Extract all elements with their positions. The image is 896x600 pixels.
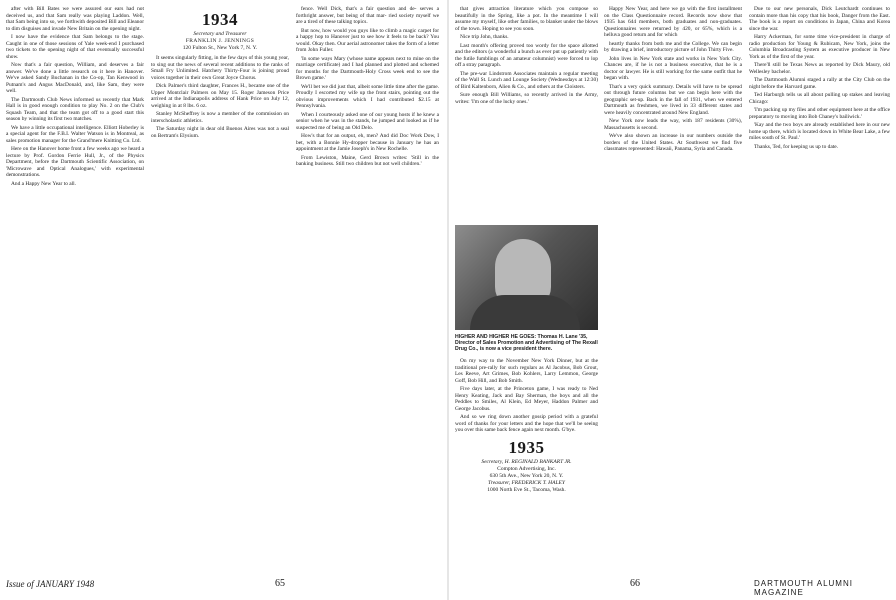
issue-footer: Issue of JANUARY 1948 bbox=[6, 579, 95, 589]
paragraph: Nice trip John, thanks. bbox=[460, 34, 509, 40]
page-number-right: 66 bbox=[630, 578, 640, 589]
paragraph: Sure enough Bill Williams, so recently arrived in the Army, writes: 'I'm one of the lucky ones.' bbox=[455, 92, 598, 105]
treasurer-address: 1000 North Eve St., Tacoma, Wash. bbox=[487, 486, 566, 493]
page-number-left: 65 bbox=[275, 578, 285, 589]
paragraph: John lives in New York state and works in New York City. Chances are, if he is not a business executive, that he is a doctor or lawyer. He is still working for the same outfit that he began with. bbox=[604, 55, 742, 81]
left-page-column-3 bbox=[296, 6, 439, 572]
paragraph: Ted Harburgh tells us all about pulling up stakes and leaving Chicago: bbox=[749, 92, 890, 105]
paragraph: From Lewiston, Maine, Gerd Brown writes: 'Still in the banking business. Still two children but not well children.' bbox=[296, 154, 439, 167]
secretary-address-2: 630 5th Ave., New York 20, N. Y. bbox=[489, 472, 564, 479]
right-page-column-3 bbox=[749, 6, 890, 572]
paragraph: We've also shown an increase in our numbers outside the borders of the United States. At Southwest we find five classmates represented: Hawaii, Panama, Syria and Canada. bbox=[604, 133, 742, 152]
class-year-heading-1935: 1935 bbox=[508, 437, 545, 457]
paragraph: How's that for an output, eh, men? And did Doc Work Dow, I bet, with a Bonnie Hy-dropper because in January he has an appointment at the Jamie Joseph's in New Rochelle. bbox=[296, 133, 439, 152]
paragraph: I now have the evidence that Sam belongs to the stage. Caught in one of those sessions of Yale week-end I purchased two tickets to the opening night of that eventually successful show. bbox=[6, 34, 144, 60]
photo-caption bbox=[455, 334, 598, 353]
paragraph: We have a little occupational intelligence. Elliott Hoberley is a special agent for the F.B.I. Walter Watson is in Montreal, as sales promotion manager for the Grand'mere Knitting Co. Ltd. bbox=[6, 124, 144, 144]
secretary-name: FRANKLIN J. JENNINGS bbox=[185, 38, 255, 44]
paragraph: 'Kay and the two boys are already established here in our new home up there, which is located down in White Bear Lake, a few miles south of St. Paul.' bbox=[749, 122, 890, 141]
secretary-title: Secretary and Treasurer bbox=[193, 31, 247, 37]
paragraph: And so we ring down another gossip period with a grateful word of thanks for your letters and the hope that we'll be seeing you over this same back fence again next month. G'bye. bbox=[455, 414, 598, 433]
secretary-address-1: Compton Advertising, Inc. bbox=[497, 465, 556, 472]
paragraph: Here on the Hanover home front a few weeks ago we heard a lecture by Prof. Gordon Ferrie Hull, Jr., of the Physics Department, before the Dartmouth Scientific Association, on 'Microwave and Optical Analogues,' with experimental demonstrations. bbox=[6, 146, 144, 178]
paragraph: Harry Ackerman, for some time vice-president in charge of radio production for Young & Rubicam, New York, joins the Columbia Broadcasting System as executive producer in New York as of the first of the year. bbox=[749, 34, 890, 60]
paragraph: Thanks, Ted, for keeping us up to date. bbox=[754, 143, 838, 150]
right-page-column-2 bbox=[604, 6, 742, 572]
paragraph: New York now leads the way, with 187 residents (30%), Massachusetts is second. bbox=[604, 118, 742, 131]
paragraph: And a Happy New Year to all. bbox=[11, 180, 76, 187]
secretary-line-1935: Secretary, H. REGINALD BANKART JR. bbox=[481, 458, 572, 465]
paragraph: Last month's offering proved too wordy for the space allotted and the editors (a wonderful a bunch as ever put up patiently with the futile fumblings of an amateur columnist) were forced to lop off a stray paragraph. bbox=[455, 42, 598, 68]
paragraph: that gives attraction literature which you compose so beautifully in the Spring, like a pot. In the meantime I will assume my myself, like other families, to blanket under the blows of the town. Hoping to see you soon. bbox=[455, 6, 598, 32]
treasurer-line-1935: Treasurer, FREDERICK T. HALEY bbox=[488, 479, 565, 486]
left-page-column-1 bbox=[6, 6, 144, 572]
secretary-address: 120 Fulton St., New York 7, N. Y. bbox=[182, 45, 258, 51]
magazine-footer: DARTMOUTH ALUMNI MAGAZINE bbox=[754, 579, 853, 597]
paragraph: Dick Palmer's third daughter, Frances H., became one of the Upper Montclair Palmers on May 15. Roger Jameson Price arrived at the Indianapolis address of Hank Price on July 12, weighing in at 8 lbs. 6 oz. bbox=[151, 83, 289, 109]
paragraph: On my way to the November New York Dinner, but at the traditional pre-rally for such regulars as Al Jacobus, Bob Grout, Les Reeve, Art Grimes, Bob Kohlers, Larry Lemmon, George Goff, Bob Hill, and Bob Smith. bbox=[455, 358, 598, 384]
caption-text: HIGHER AND HIGHER HE GOES: Thomas H. Lane '35, Director of Sales Promotion and Advertising of The Rexall Drug Co., is now a vice president there. bbox=[455, 334, 598, 353]
paragraph: Five days later, at the Princeton game, I was ready to Ned Henry Keating, Jack and Bay Sherman, the boys and all the Peddles to Smiles, Al Klein, Ed Meyer, Haddon Palmer and George Jacobus. bbox=[455, 386, 598, 412]
right-page-column-1-bottom bbox=[455, 358, 598, 572]
paragraph: That's a very quick summary. Details will have to be spread out through future columns but we can begin here with the geographic set-up. Back in the fall of 1931, when we entered Dartmouth as freshmen, we lived in 33 different states and were heavily concentrated around New England. bbox=[604, 83, 742, 116]
paragraph: The Dartmouth Alumni staged a rally at the City Club on the night before the Harvard game. bbox=[749, 77, 890, 90]
class-year-heading-1934: 1934 bbox=[202, 10, 238, 29]
paragraph: heartly thanks from both me and the College. We can begin by drawing a brief, introductory picture of John Thirty Five. bbox=[604, 40, 742, 53]
paragraph: after with Bill Bates we were assured our ears had not deceived us, and that Sam really was playing Laddon. Well, that Sam being into so, we forthwith deposited Bill and Eleanor to dim disguises and invade New Britain on the opening night. bbox=[6, 6, 144, 32]
paragraph: We'll bet we did just that, albeit some little time after the game. Proudly I escorted my wife up the front stairs, pointing out the obvious improvements which I had contributed $2.15 at Pennsylvania. bbox=[296, 83, 439, 109]
left-page-column-2 bbox=[151, 6, 289, 572]
right-page-column-1-top bbox=[455, 6, 598, 224]
paragraph: It seems singularly fitting, in the few days of this young year, to sing out the news of several recent additions to the ranks of Small Fry Unlimited. Hatchery Thirty-Four is joining proud voices together in their own Great Joyce Chorus. bbox=[151, 55, 289, 81]
paragraph: Now that's a fair question, William, and deserves a fair answer. We've done a little research on it here in Hanover. We've asked Sandy Buchanan in the Co-op, Tan Kenwood in Putnam's and Angus MacDonald, and, like Sam, they were well. bbox=[6, 62, 144, 94]
paragraph: 'In some ways Mary (whose name appears next to mine on the marriage certificate) and I had planned and plotted and schemed for months for the Dartmouth-Holy Cross week end to see the Brown game.' bbox=[296, 55, 439, 81]
portrait-photo bbox=[455, 225, 598, 330]
paragraph: The Saturday night in dear old Buenos Aires was not a seal on Bertram's Elysium. bbox=[151, 126, 289, 139]
paragraph: Happy New Year, and here we go with the first installment on the Class Questionnaire record. Records now show that 1935 has 644 members, both graduates and non-graduates. Questionnaires were returned by 420, or 65%, which is a helluva good return and for which bbox=[604, 6, 742, 38]
paragraph: fence. Well Dick, that's a fair question and de- serves a forthright answer, but being of that mar- ried society myself we are a tired of these talking topics. bbox=[296, 6, 439, 25]
paragraph: There'll still be Texas News as reported by Dick Maury, old Wellesley bachelor. bbox=[749, 62, 890, 75]
portrait-shoulders bbox=[470, 295, 580, 330]
paragraph: The pre-war Lindstrom Associates maintain a regular meeting of the Wall St. Lunch and Lounge Society (Wednesdays at 12:30) of Bird Kaltenborn, Alien & Co., and others at the Cloisters. bbox=[455, 70, 598, 90]
paragraph: Due to our new personals, Dick Leutchardt continues to contain more than his copy that his book, Danger from the East. The book is a report on conditions in Japan, China and Korea since the war. bbox=[749, 6, 890, 32]
paragraph: The Dartmouth Club News informed us recently that Mark Hall is in good enough condition to play No. 2 on the Club's Squash Team, and that the team got off to a good start this season by winning its first two matches. bbox=[6, 96, 144, 122]
paragraph: When I courteously asked one of our young hosts if he knew a senior when he was in the stands, he jumped and looked as if he suspected me of being an Old Delo. bbox=[296, 111, 439, 131]
paragraph: But now, how would you guys like to climb a magic carpet for a happy hop to Hanover just to see how it feels to be back? You would. Okay then. Our aerial astronomer takes the form of a letter from John Fuller. bbox=[296, 27, 439, 53]
paragraph: Stanley McSheffrey is now a member of the commission on interscholastic athletics. bbox=[151, 111, 289, 124]
paragraph: 'I'm packing up my files and other equipment here at the office preparatory to moving into Bob Chaney's bailiwick.' bbox=[749, 107, 890, 120]
page-gutter bbox=[447, 0, 449, 600]
